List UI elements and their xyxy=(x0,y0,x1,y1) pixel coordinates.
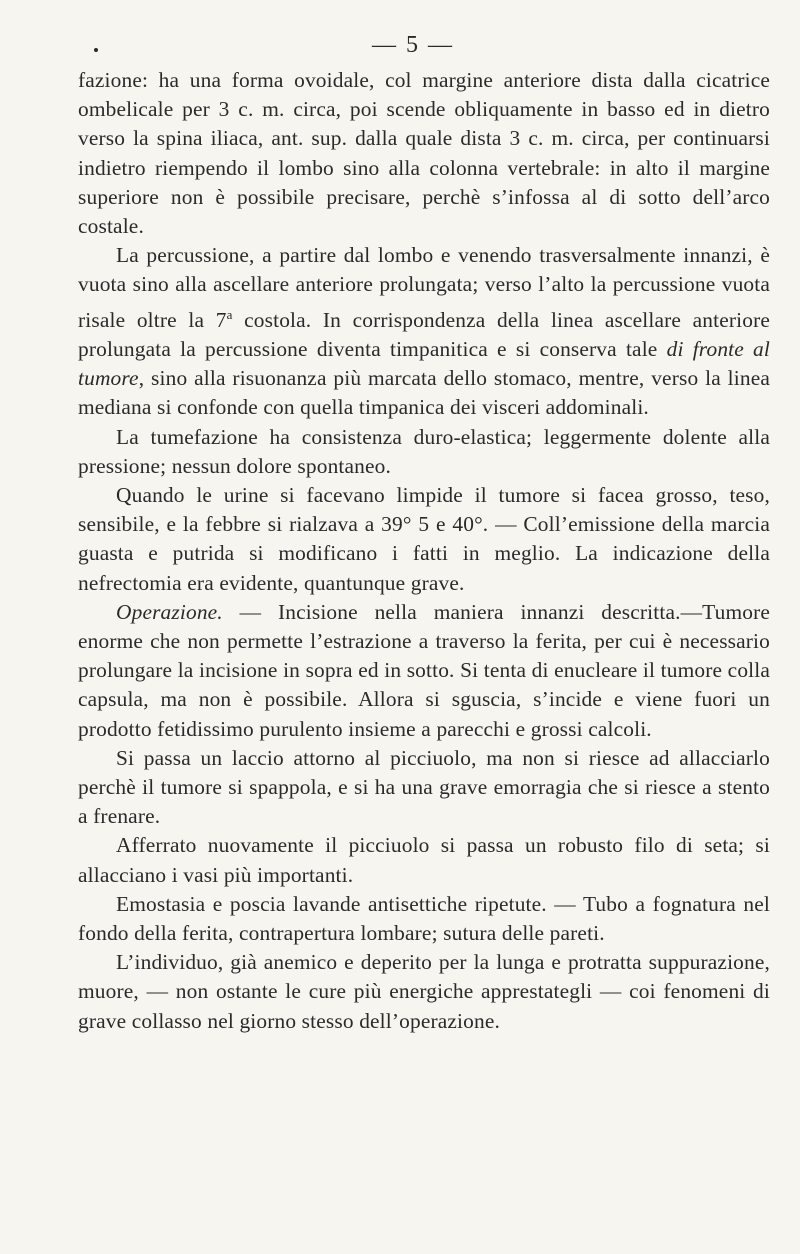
body-text xyxy=(78,66,770,1036)
text-run: L’individuo, già anemico e deperito per la lunga e protratta suppurazione, muore, — non ostante le cure più energiche apprestategli — coi fenomeni di grave collasso nel giorno stesso dell’operazione. xyxy=(78,950,770,1033)
italic-text: di fronte al tumore xyxy=(78,336,770,391)
paragraph xyxy=(78,423,770,481)
paragraph xyxy=(78,890,770,948)
text-run: costola. In corrispondenza della linea ascellare anteriore prolungata la percussione diventa timpanitica e si conserva tale xyxy=(78,307,771,361)
paragraph xyxy=(78,66,770,241)
page-header xyxy=(78,32,770,66)
bullet-mark xyxy=(94,48,98,52)
text-run: La percussione, a partire dal lombo e venendo trasversalmente innanzi, è vuota sino alla ascellare anteriore prolungata; verso l’alto la percussione vuota risale oltre la 7 xyxy=(78,243,770,332)
paragraph xyxy=(78,831,770,889)
text-run: Quando le urine si facevano limpide il tumore si facea grosso, teso, sensibile, e la febbre si rialzava a 39° 5 e 40°. — Coll’emissione della marcia guasta e putrida si modificano i fatti in meglio. La indicazione della nefrectomia era evidente, quantunque grave. xyxy=(78,482,770,595)
paragraph xyxy=(78,598,770,744)
italic-text: Operazione. xyxy=(116,599,223,624)
paragraph xyxy=(78,241,770,422)
text-run: Afferrato nuovamente il picciuolo si passa un robusto filo di seta; si allacciano i vasi più importanti. xyxy=(78,833,770,887)
text-run: — Incisione nella maniera innanzi descritta.—Tumore enorme che non permette l’estrazione a traverso la ferita, per cui è necessario prolungare la incisione in sopra ed in sotto. Si tenta di enucleare il tumore colla capsula, ma non è possibile. Allora si sguscia, s’incide e viene fuori un prodotto fetidissimo purulento insieme a parecchi e grossi calcoli. xyxy=(78,599,770,741)
page-number: — 5 — xyxy=(372,32,454,58)
text-run: Si passa un laccio attorno al picciuolo, ma non si riesce ad allacciarlo perchè il tumore si spappola, e si ha una grave emorragia che si riesce a stento a frenare. xyxy=(78,745,770,829)
paragraph xyxy=(78,744,770,832)
paragraph xyxy=(78,481,770,598)
text-run: Emostasia e poscia lavande antisettiche ripetute. — Tubo a fognatura nel fondo della ferita, contrapertura lombare; sutura delle pareti. xyxy=(78,891,770,946)
text-run: , sino alla risuonanza più marcata dello stomaco, mentre, verso la linea mediana si confonde con quella timpanica dei visceri addominali. xyxy=(78,366,770,420)
superscript-text: a xyxy=(226,306,233,322)
paragraph xyxy=(78,948,770,1036)
text-run: fazione: ha una forma ovoidale, col margine anteriore dista dalla cicatrice ombelicale per 3 c. m. circa, poi scende obliquamente in basso ed in dietro verso la spina iliaca, ant. sup. dalla quale dista 3 c. m. circa, per continuarsi indietro riempendo il lombo sino alla colonna vertebrale: in alto il margine superiore non è possibile precisare, perchè s’infossa al di sotto dell’arco costale. xyxy=(78,68,770,239)
document-page xyxy=(78,32,771,1036)
text-run: La tumefazione ha consistenza duro-elastica; leggermente dolente alla pressione; nessun dolore spontaneo. xyxy=(78,424,770,478)
